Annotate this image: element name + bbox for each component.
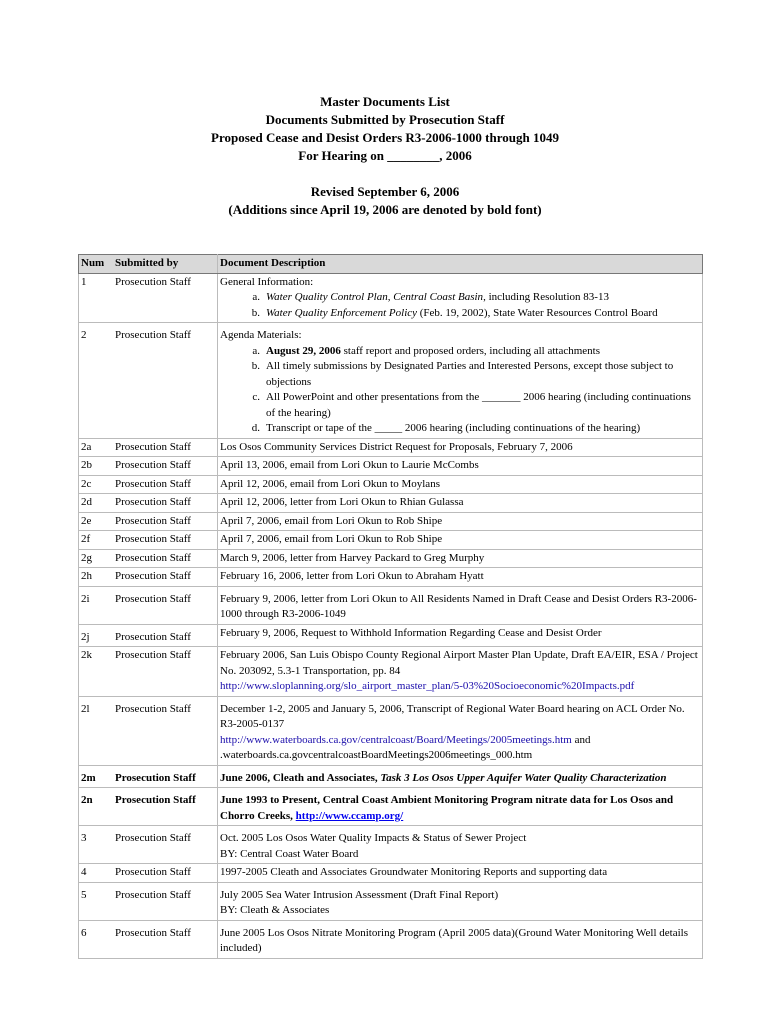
row-submitted-by: Prosecution Staff — [113, 882, 218, 920]
header-submitted-by: Submitted by — [113, 255, 218, 274]
row-submitted-by: Prosecution Staff — [113, 920, 218, 958]
table-row — [79, 273, 703, 323]
sub-item — [220, 359, 700, 390]
row-description: March 9, 2006, letter from Harvey Packard to Greg Murphy — [218, 549, 703, 568]
table-row — [79, 765, 703, 788]
row-submitted-by: Prosecution Staff — [113, 457, 218, 476]
row-description: February 9, 2006, Request to Withhold Information Regarding Cease and Desist Order — [218, 624, 703, 647]
row-description: Los Osos Community Services District Request for Proposals, February 7, 2006 — [218, 438, 703, 457]
table-row — [79, 531, 703, 550]
row-description — [218, 882, 703, 920]
desc-title: Task 3 Los Osos Upper Aquifer Water Quality Characterization — [380, 771, 667, 784]
row-submitted-by: Prosecution Staff — [113, 531, 218, 550]
table-row — [79, 586, 703, 624]
table-row — [79, 882, 703, 920]
table-row — [79, 457, 703, 476]
row-submitted-by: Prosecution Staff — [113, 273, 218, 323]
row-description: April 13, 2006, email from Lori Okun to Laurie McCombs — [218, 457, 703, 476]
desc-heading: General Information: — [220, 275, 314, 288]
document-link[interactable]: http://www.waterboards.ca.gov/centralcoast/Board/Meetings/2005meetings.htm — [220, 733, 572, 746]
sub-text: Transcript or tape of the _____ 2006 hearing (including continuations of the hearing) — [266, 422, 641, 434]
row-num: 2m — [79, 765, 114, 788]
row-submitted-by: Prosecution Staff — [113, 549, 218, 568]
row-num: 2k — [79, 647, 114, 697]
table-row — [79, 647, 703, 697]
sub-item — [220, 290, 700, 306]
row-description: February 16, 2006, letter from Lori Okun to Abraham Hyatt — [218, 568, 703, 587]
row-description — [218, 765, 703, 788]
link-connector: and — [571, 733, 591, 746]
table-row — [79, 696, 703, 765]
row-description: April 12, 2006, letter from Lori Okun to Rhian Gulassa — [218, 494, 703, 513]
row-num: 4 — [79, 864, 114, 883]
table-row — [79, 826, 703, 864]
row-description — [218, 647, 703, 697]
row-submitted-by: Prosecution Staff — [113, 788, 218, 826]
row-submitted-by: Prosecution Staff — [113, 438, 218, 457]
row-description — [218, 696, 703, 765]
title-line-4: For Hearing on ________, 2006 — [298, 148, 472, 163]
sub-text: All timely submissions by Designated Parties and Interested Persons, except those subject to objections — [266, 360, 674, 388]
sub-title: Water Quality Enforcement Policy — [266, 306, 418, 319]
table-row — [79, 475, 703, 494]
desc-author: BY: Cleath & Associates — [220, 904, 330, 916]
row-submitted-by: Prosecution Staff — [113, 647, 218, 697]
row-submitted-by: Prosecution Staff — [113, 586, 218, 624]
row-submitted-by: Prosecution Staff — [113, 475, 218, 494]
header-description: Document Description — [218, 255, 703, 274]
table-row — [79, 920, 703, 958]
sub-marker: a. — [252, 291, 260, 303]
table-row — [79, 438, 703, 457]
row-submitted-by: Prosecution Staff — [113, 568, 218, 587]
table-row — [79, 323, 703, 439]
table-row — [79, 512, 703, 531]
row-num: 2n — [79, 788, 114, 826]
row-num: 2d — [79, 494, 114, 513]
table-row — [79, 568, 703, 587]
row-num: 2g — [79, 549, 114, 568]
row-submitted-by: Prosecution Staff — [113, 765, 218, 788]
sub-title: Water Quality Control Plan, Central Coast Basin — [266, 291, 484, 303]
revision-line: Revised September 6, 2006 — [310, 184, 460, 199]
desc-text: December 1-2, 2005 and January 5, 2006, Transcript of Regional Water Board hearing on ACL Order No. R3-2005-0137 — [220, 702, 685, 730]
sub-text: staff report and proposed orders, including all attachments — [340, 344, 601, 357]
desc-text: July 2005 Sea Water Intrusion Assessment (Draft Final Report) — [220, 888, 499, 901]
table-row — [79, 494, 703, 513]
row-submitted-by: Prosecution Staff — [113, 512, 218, 531]
sub-text: (Feb. 19, 2002), State Water Resources Control Board — [417, 306, 658, 319]
row-submitted-by: Prosecution Staff — [113, 826, 218, 864]
sub-item — [220, 344, 700, 360]
title-line-1: Master Documents List — [320, 94, 450, 109]
row-description: April 12, 2006, email from Lori Okun to Moylans — [218, 475, 703, 494]
row-num: 3 — [79, 826, 114, 864]
row-description: 1997-2005 Cleath and Associates Groundwater Monitoring Reports and supporting data — [218, 864, 703, 883]
row-num: 1 — [79, 273, 114, 323]
sub-bold-date: August 29, 2006 — [266, 344, 341, 357]
row-description: April 7, 2006, email from Lori Okun to Rob Shipe — [218, 512, 703, 531]
ccamp-link[interactable]: http://www.ccamp.org/ — [295, 809, 404, 822]
row-num: 2j — [79, 624, 114, 647]
table-row — [79, 624, 703, 647]
desc-heading: Agenda Materials: — [220, 329, 302, 341]
sub-item — [220, 421, 700, 437]
additions-note: (Additions since April 19, 2006 are denoted by bold font) — [228, 202, 542, 217]
table-header-row — [79, 255, 703, 274]
desc-author: BY: Central Coast Water Board — [220, 847, 359, 860]
title-line-2: Documents Submitted by Prosecution Staff — [265, 112, 505, 127]
row-submitted-by: Prosecution Staff — [113, 494, 218, 513]
row-num: 2c — [79, 475, 114, 494]
desc-text: June 2006, Cleath and Associates, — [220, 771, 381, 784]
row-submitted-by: Prosecution Staff — [113, 696, 218, 765]
document-link[interactable]: http://www.sloplanning.org/slo_airport_master_plan/5-03%20Socioeconomic%20Impacts.pdf — [220, 680, 635, 692]
document-title-block — [0, 93, 770, 219]
table-row — [79, 549, 703, 568]
row-num: 2i — [79, 586, 114, 624]
sub-text: All PowerPoint and other presentations from the _______ 2006 hearing (including continuations of the hearing) — [266, 391, 691, 419]
row-description: June 2005 Los Osos Nitrate Monitoring Program (April 2005 data)(Ground Water Monitoring Well details included) — [218, 920, 703, 958]
row-description: February 9, 2006, letter from Lori Okun to All Residents Named in Draft Cease and Desist Orders R3-2006-1000 through R3-2006-1049 — [218, 586, 703, 624]
row-description: April 7, 2006, email from Lori Okun to Rob Shipe — [218, 531, 703, 550]
row-num: 2 — [79, 323, 114, 439]
title-line-3: Proposed Cease and Desist Orders R3-2006-1000 through 1049 — [211, 130, 559, 145]
row-num: 2l — [79, 696, 114, 765]
row-description — [218, 273, 703, 323]
row-submitted-by: Prosecution Staff — [113, 323, 218, 439]
sub-marker: a. — [252, 344, 260, 357]
documents-table — [78, 254, 703, 959]
desc-text: June 1993 to Present, Central Coast Ambient Monitoring Program nitrate data for Los Osos and Chorro Creeks, — [220, 794, 674, 822]
table-row — [79, 864, 703, 883]
sub-marker: c. — [252, 391, 260, 403]
row-num: 2f — [79, 531, 114, 550]
row-submitted-by: Prosecution Staff — [113, 864, 218, 883]
row-num: 2h — [79, 568, 114, 587]
row-num: 2e — [79, 512, 114, 531]
desc-extra: .waterboards.ca.govcentralcoastBoardMeetings2006meetings_000.htm — [220, 749, 533, 761]
desc-text: Oct. 2005 Los Osos Water Quality Impacts & Status of Sewer Project — [220, 832, 527, 844]
row-num: 2a — [79, 438, 114, 457]
row-submitted-by: Prosecution Staff — [113, 624, 218, 647]
row-description — [218, 788, 703, 826]
header-num: Num — [79, 255, 114, 274]
sub-marker: d. — [251, 422, 260, 434]
sub-text: , including Resolution 83-13 — [483, 291, 609, 303]
desc-text: February 2006, San Luis Obispo County Regional Airport Master Plan Update, Draft EA/EIR, ESA / Project No. 203092, 5.3-1 Transportation, pp. 84 — [220, 649, 698, 677]
row-num: 2b — [79, 457, 114, 476]
sub-item — [220, 390, 700, 421]
row-description — [218, 826, 703, 864]
sub-marker: b. — [251, 306, 260, 319]
row-description — [218, 323, 703, 439]
row-num: 5 — [79, 882, 114, 920]
table-row — [79, 788, 703, 826]
sub-item — [220, 306, 700, 322]
row-num: 6 — [79, 920, 114, 958]
sub-marker: b. — [251, 360, 260, 372]
